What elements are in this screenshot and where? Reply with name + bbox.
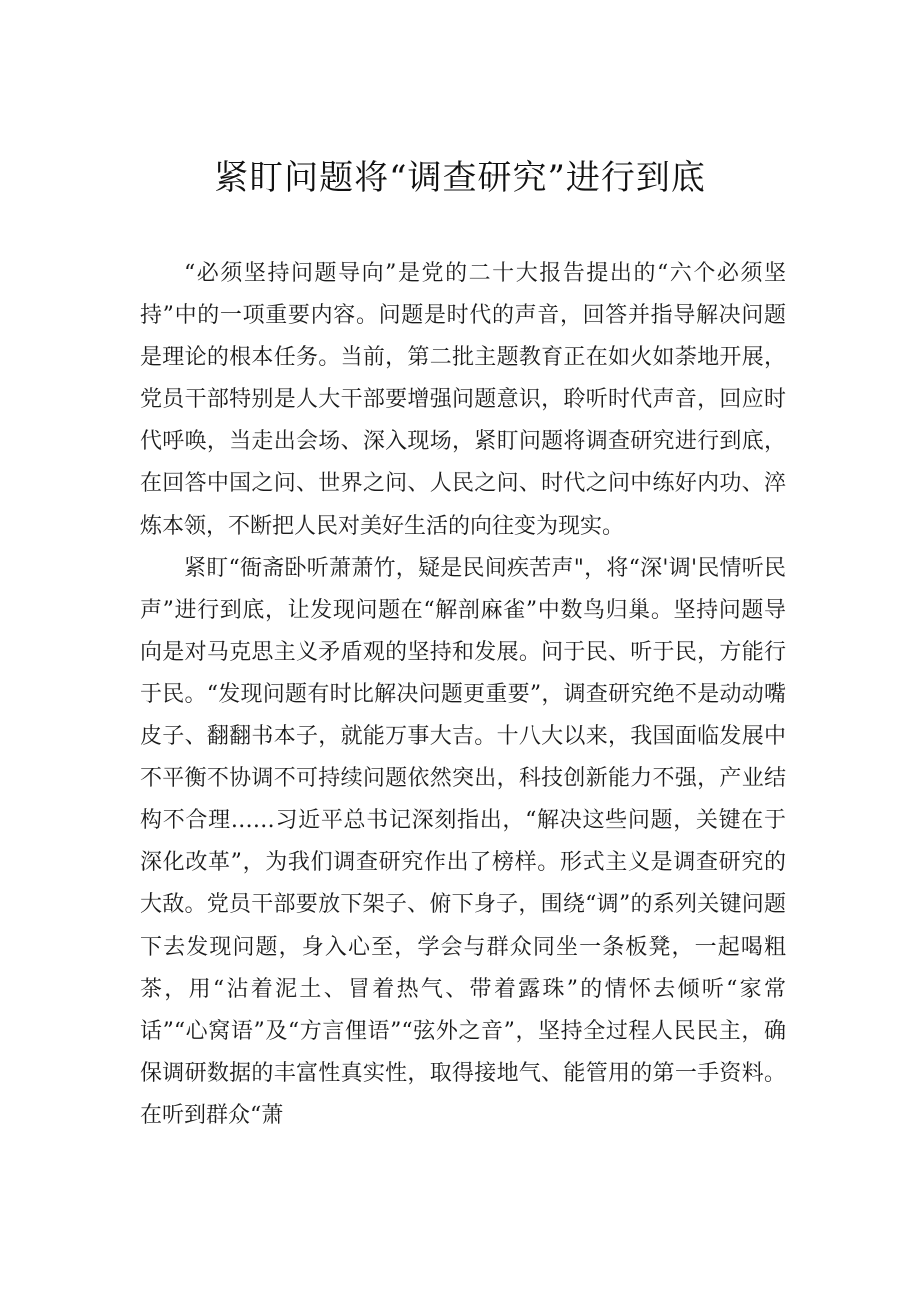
paragraph-2: 紧盯“衙斋卧听萧萧竹，疑是民间疾苦声"，将“深'调'民情听民声”进行到底，让发现问题在“解剖麻雀”中数鸟归巢。坚持问题导向是对马克思主义矛盾观的坚持和发展。问于民、听于民，方能行于民。“发现问题有时比解决问题更重要”，调查研究绝不是动动嘴皮子、翻翻书本子，就能万事大吉。十八大以来，我国面临发展中不平衡不协调不可持续问题依然突出，科技创新能力不强，产业结构不合理……习近平总书记深刻指出，“解决这些问题，关键在于深化改革”，为我们调查研究作出了榜样。形式主义是调查研究的大敌。党员干部要放下架子、俯下身子，围绕“调”的系列关键问题下去发现问题，身入心至，学会与群众同坐一条板凳，一起喝粗茶，用“沾着泥土、冒着热气、带着露珠”的情怀去倾听“家常话”“心窝语”及“方言俚语”“弦外之音”，坚持全过程人民民主，确保调研数据的丰富性真实性，取得接地气、能管用的第一手资料。在听到群众“萧 xyxy=(140,555,786,1128)
document-body xyxy=(140,253,786,1137)
paragraph-1: “必须坚持问题导向”是党的二十大报告提出的“六个必须坚持”中的一项重要内容。问题是时代的声音，回答并指导解决问题是理论的根本任务。当前，第二批主题教育正在如火如荼地开展，党员干部特别是人大干部要增强问题意识，聆听时代声音，回应时代呼唤，当走出会场、深入现场，紧盯问题将调查研究进行到底，在回答中国之问、世界之问、人民之问、时代之问中练好内功、淬炼本领，不断把人民对美好生活的向往变为现实。 xyxy=(140,261,786,539)
document-title: 紧盯问题将“调查研究”进行到底 xyxy=(214,158,706,198)
